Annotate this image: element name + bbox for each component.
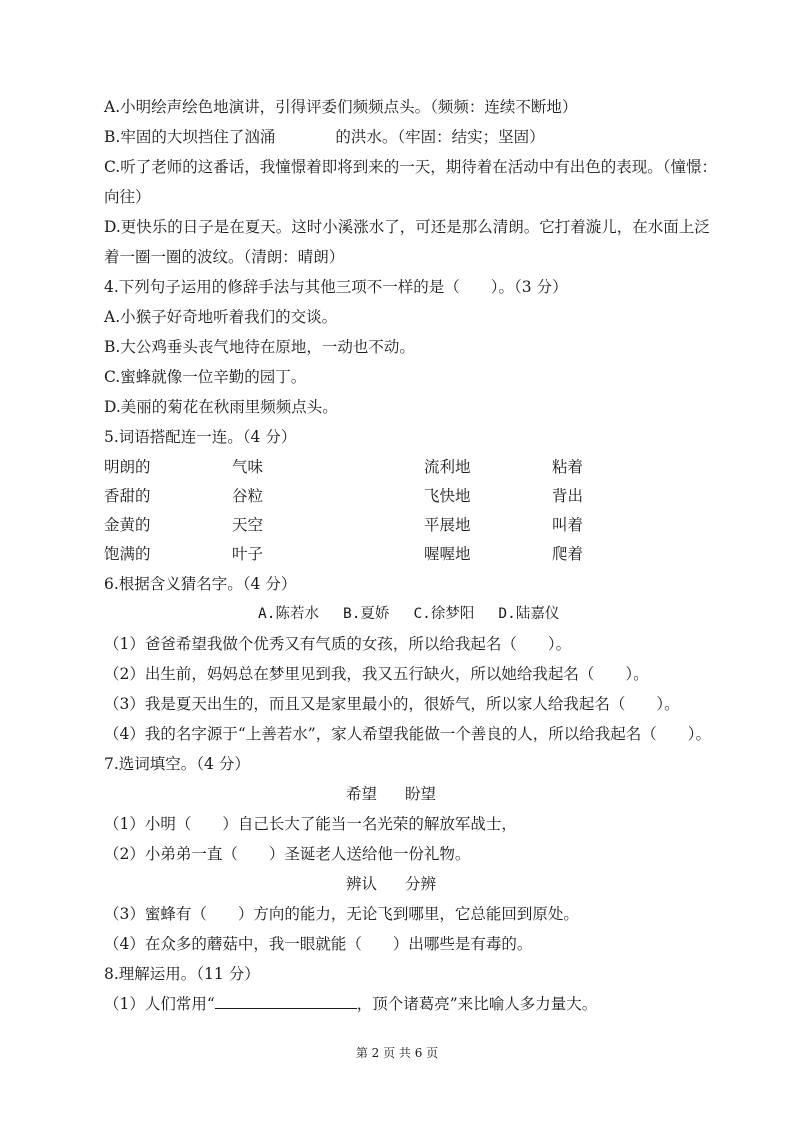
page-footer: 第 2 页 共 6 页 <box>355 1046 439 1060</box>
q5-col2-item: 天空 <box>232 516 264 534</box>
q5-col2-item: 叶子 <box>232 545 264 563</box>
q3-option-b-text-2: 的洪水。（牢固：结实；坚固） <box>335 128 545 146</box>
q3-option-b <box>104 126 545 148</box>
q8-answer-blank[interactable] <box>215 994 357 1009</box>
q7-word: 希望 <box>346 785 378 803</box>
q7-item-4: （4）在众多的蘑菇中，我一眼就能（ ）出哪些是有毒的。 <box>104 935 533 953</box>
q5-col3-item: 流利地 <box>424 458 471 476</box>
q3-option-c-line2: 向往） <box>104 188 151 206</box>
q6-option-a: A.陈若水 <box>258 606 319 622</box>
q5-col1-item: 明朗的 <box>104 458 151 476</box>
q7-word: 辨认 <box>346 875 378 893</box>
q7-word: 分辨 <box>405 875 437 893</box>
q6-item-4: （4）我的名字源于“上善若水”，家人希望我能做一个善良的人，所以给我起名（ ）。 <box>104 725 711 743</box>
q7-item-2: （2）小弟弟一直（ ）圣诞老人送给他一份礼物。 <box>104 845 471 863</box>
q4-option-b: B.大公鸡垂头丧气地待在原地，一动也不动。 <box>104 338 415 356</box>
q5-col2-item: 谷粒 <box>232 487 264 505</box>
q4-option-c: C.蜜蜂就像一位辛勤的园丁。 <box>104 368 307 386</box>
q5-col2-item: 气味 <box>232 458 264 476</box>
q7-word-choices-1 <box>332 783 450 805</box>
q3-option-b-text-1: B.牢固的大坝挡住了汹涌 <box>104 128 276 146</box>
q5-col1-item: 饱满的 <box>104 545 151 563</box>
q8-stem: 8.理解运用。（11 分） <box>104 965 260 983</box>
q6-options <box>258 603 583 625</box>
q6-stem: 6.根据含义猜名字。（4 分） <box>104 575 297 593</box>
q5-col4-item: 爬着 <box>552 545 584 563</box>
q8-item-1-text-1: （1）人们常用“ <box>104 995 215 1013</box>
q5-col3-item: 喔喔地 <box>424 545 471 563</box>
q5-col4-item: 背出 <box>552 487 584 505</box>
q6-option-d: D.陆嘉仪 <box>498 606 560 622</box>
q7-item-1: （1）小明（ ）自己长大了能当一名光荣的解放军战士， <box>104 815 517 833</box>
q5-col3-item: 飞快地 <box>424 487 471 505</box>
q3-option-a: A.小明绘声绘色地演讲，引得评委们频频点头。（频频：连续不断地） <box>104 98 578 116</box>
q6-item-2: （2）出生前，妈妈总在梦里见到我，我又五行缺火，所以她给我起名（ ）。 <box>104 665 649 683</box>
q5-col3-item: 平展地 <box>424 516 471 534</box>
q4-stem: 4.下列句子运用的修辞手法与其他三项不一样的是（ ）。（3 分） <box>104 278 568 296</box>
q3-option-c-line1: C.听了老师的这番话，我憧憬着即将到来的一天，期待着在活动中有出色的表现。（憧憬： <box>104 158 717 176</box>
q6-option-b: B.夏娇 <box>342 606 390 622</box>
q6-item-3: （3）我是夏天出生的，而且又是家里最小的，很娇气，所以家人给我起名（ ）。 <box>104 695 680 713</box>
q4-option-d: D.美丽的菊花在秋雨里频频点头。 <box>104 398 338 416</box>
q7-stem: 7.选词填空。（4 分） <box>104 755 250 773</box>
q4-option-a: A.小猴子好奇地听着我们的交谈。 <box>104 308 338 326</box>
q5-col1-item: 金黄的 <box>104 516 151 534</box>
q7-item-3: （3）蜜蜂有（ ）方向的能力，无论飞到哪里，它总能回到原处。 <box>104 905 579 923</box>
q5-col1-item: 香甜的 <box>104 487 151 505</box>
q3-option-d-line1: D.更快乐的日子是在夏天。这时小溪涨水了，可还是那么清朗。它打着漩儿，在水面上泛 <box>104 218 710 236</box>
q5-col4-item: 叫着 <box>552 516 584 534</box>
q5-col4-item: 粘着 <box>552 458 584 476</box>
q5-stem: 5.词语搭配连一连。（4 分） <box>104 428 297 446</box>
q8-item-1-text-2: ，顶个诸葛亮”来比喻人多力量大。 <box>356 995 598 1013</box>
q7-word: 盼望 <box>405 785 437 803</box>
q7-word-choices-2 <box>332 873 450 895</box>
q6-item-1: （1）爸爸希望我做个优秀又有气质的女孩，所以给我起名（ ）。 <box>104 635 572 653</box>
q6-option-c: C.徐梦阳 <box>413 606 475 622</box>
q8-item-1 <box>104 993 597 1015</box>
q3-option-d-line2: 着一圈一圈的波纹。（清朗：晴朗） <box>104 248 345 266</box>
